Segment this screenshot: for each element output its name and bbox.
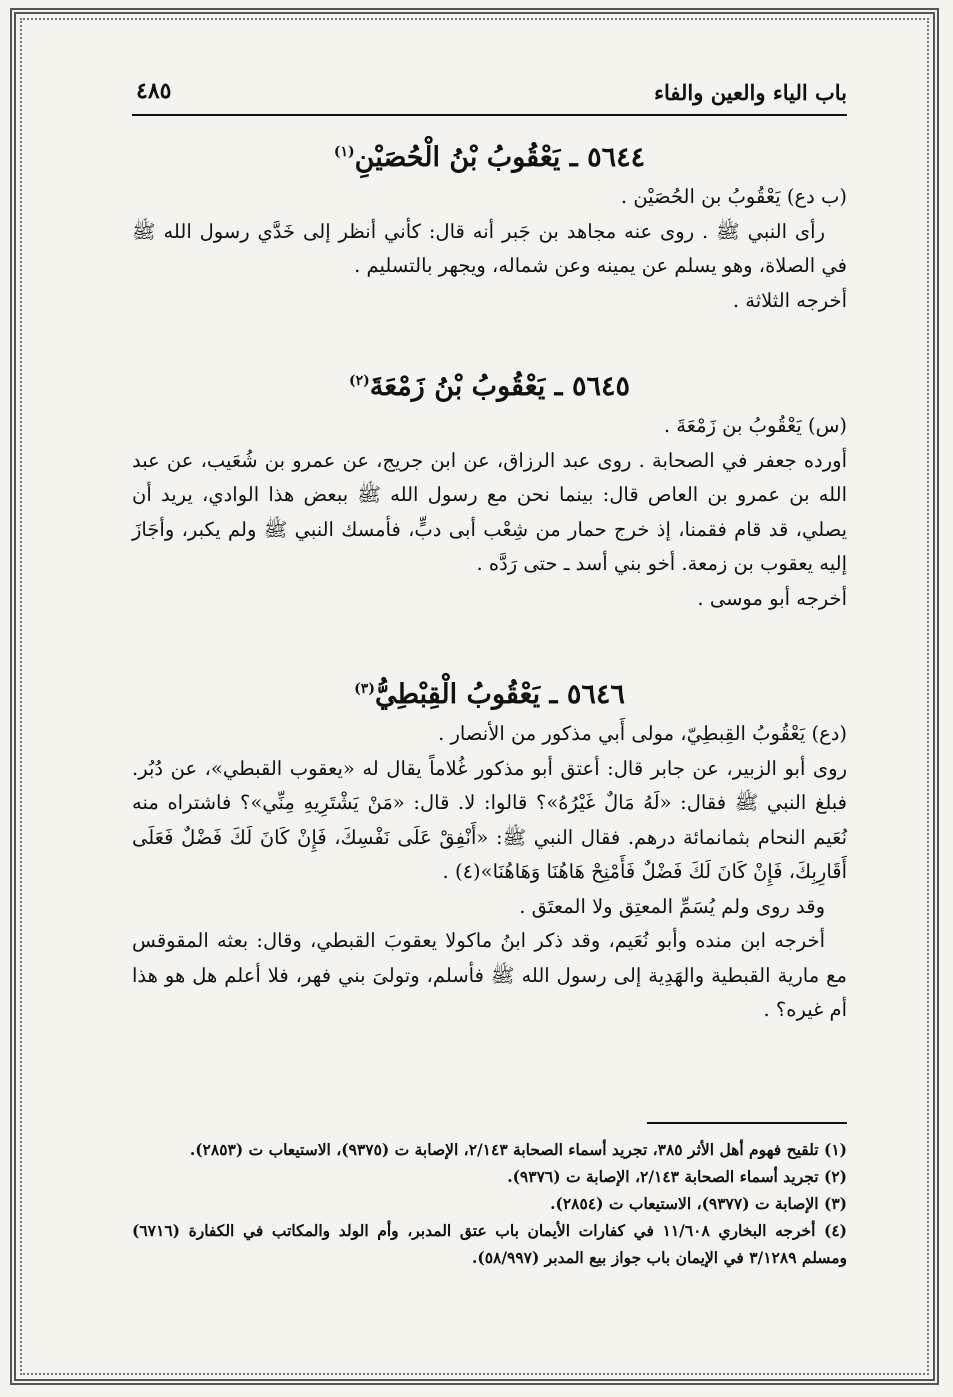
footnote-1: (١) تلقيح فهوم أهل الأثر ٣٨٥، تجريد أسماء الصحابة ٢/١٤٣، الإصابة ت (٩٣٧٥)، الاستيعاب ت (٢٨٥٣).: [189, 1140, 847, 1159]
entry-title: ٥٦٤٥ ـ يَعْقُوبُ بْنُ زَمْعَةَ: [369, 371, 630, 402]
entry-heading: [132, 359, 847, 409]
entry-source-line: (س) يَعْقُوبُ بن زَمْعَةَ .: [663, 414, 847, 437]
entry-paragraph: رأى النبي ﷺ . روى عنه مجاهد بن جَبر أنه قال: كأني أنظر إلى خَدَّي رسول الله ﷺ في الصلاة، وهو يسلم عن يمينه وعن شماله، ويجهر بالتسليم .: [132, 219, 847, 277]
entry-5645: [132, 359, 847, 616]
page-number: ٤٨٥: [136, 78, 172, 104]
entry-heading: [132, 130, 847, 180]
entry-title: ٥٦٤٦ ـ يَعْقُوبُ الْقِبْطِيُّ: [374, 679, 625, 710]
entry-paragraph: وقد روى ولم يُسَمِّ المعتِق ولا المعتَق .: [519, 894, 825, 918]
entry-source-line: (دع) يَعْقُوبُ القِبطِيّ، مولى أَبي مذكور من الأنصار .: [438, 722, 847, 745]
footnotes: [132, 1136, 847, 1271]
entry-attribution: أخرجه الثلاثة .: [732, 288, 847, 312]
footnote-marker: (٣): [354, 681, 375, 697]
entry-5644: [132, 130, 847, 318]
footnote-divider: [647, 1122, 847, 1124]
running-header: [132, 76, 847, 116]
footnote-marker: (١): [333, 144, 355, 160]
entry-paragraph: روى أبو الزبير، عن جابر قال: أعتق أبو مذكور غُلاماً يقال له «يعقوب القبطي»، عن دُبُر. فبلغ النبي ﷺ فقال: «لَهُ مَالٌ غَيْرُهُ»؟ قالوا: لا. قال: «مَنْ يَشْتَرِيهِ مِنِّي»؟ فاشتراه منه نُعَيم النحام بثمانمائة درهم. فقال النبي ﷺ: «أَنْفِقْ عَلَى نَفْسِكَ، فَإِنْ كَانَ لَكَ فَضْلٌ فَعَلَى أَقَارِبِكَ، فَإِنْ كَانَ لَكَ فَضْلٌ فَأَمْنِحْ هَاهُنَا وَهَاهُنَا»(٤) .: [132, 756, 847, 883]
entry-paragraph: أورده جعفر في الصحابة . روى عبد الرزاق، عن ابن جريج، عن عمرو بن شُعَيب، عن عبد الله بن عمرو بن العاص قال: بينما نحن مع رسول الله ﷺ ببعض هذا الوادي، يريد أن يصلي، قد قام فقمنا، إذ خرج حمار من شِعْب أبى دبٍّ، فأمسك النبي ﷺ ولم يكبر، وأجَازَ إليه يعقوب بن زمعة. أخو بني أسد ـ حتى رَدَّه .: [132, 448, 847, 575]
entry-paragraph: أخرجه ابن منده وأبو نُعَيم، وقد ذكر ابنُ ماكولا يعقوبَ القبطي، وقال: بعثه المقوقس مع مارية القبطية والهَدِية إلى رسول الله ﷺ فأسلم، وتولىَ بني فهر، فلا أعلم هل هو هذا أم غيره؟ .: [132, 929, 847, 1021]
running-title: باب الياء والعين والفاء: [654, 80, 847, 105]
entry-title: ٥٦٤٤ ـ يَعْقُوبُ بْنُ الْحُصَيْنِ: [354, 142, 646, 173]
entry-5646: [132, 667, 847, 1028]
footnote-marker: (٢): [349, 373, 370, 389]
entry-heading: [132, 667, 847, 717]
entry-source-line: (ب دع) يَعْقُوبُ بن الحُصَيْن .: [620, 185, 847, 208]
footnote-2: (٢) تجريد أسماء الصحابة ٢/١٤٣، الإصابة ت (٩٣٧٦).: [507, 1167, 847, 1186]
footnote-3: (٣) الإصابة ت (٩٣٧٧)، الاستيعاب ت (٢٨٥٤).: [550, 1194, 847, 1213]
entry-attribution: أخرجه أبو موسى .: [697, 586, 847, 610]
footnote-4: (٤) أخرجه البخاري ١١/٦٠٨ في كفارات الأيمان باب عتق المدبر، وأم الولد والمكاتب في الكفارة (٦٧١٦) ومسلم ٣/١٢٨٩ في الإيمان باب جواز بيع المدبر (٥٨/٩٩٧).: [132, 1221, 847, 1267]
page-body: [132, 76, 847, 1336]
